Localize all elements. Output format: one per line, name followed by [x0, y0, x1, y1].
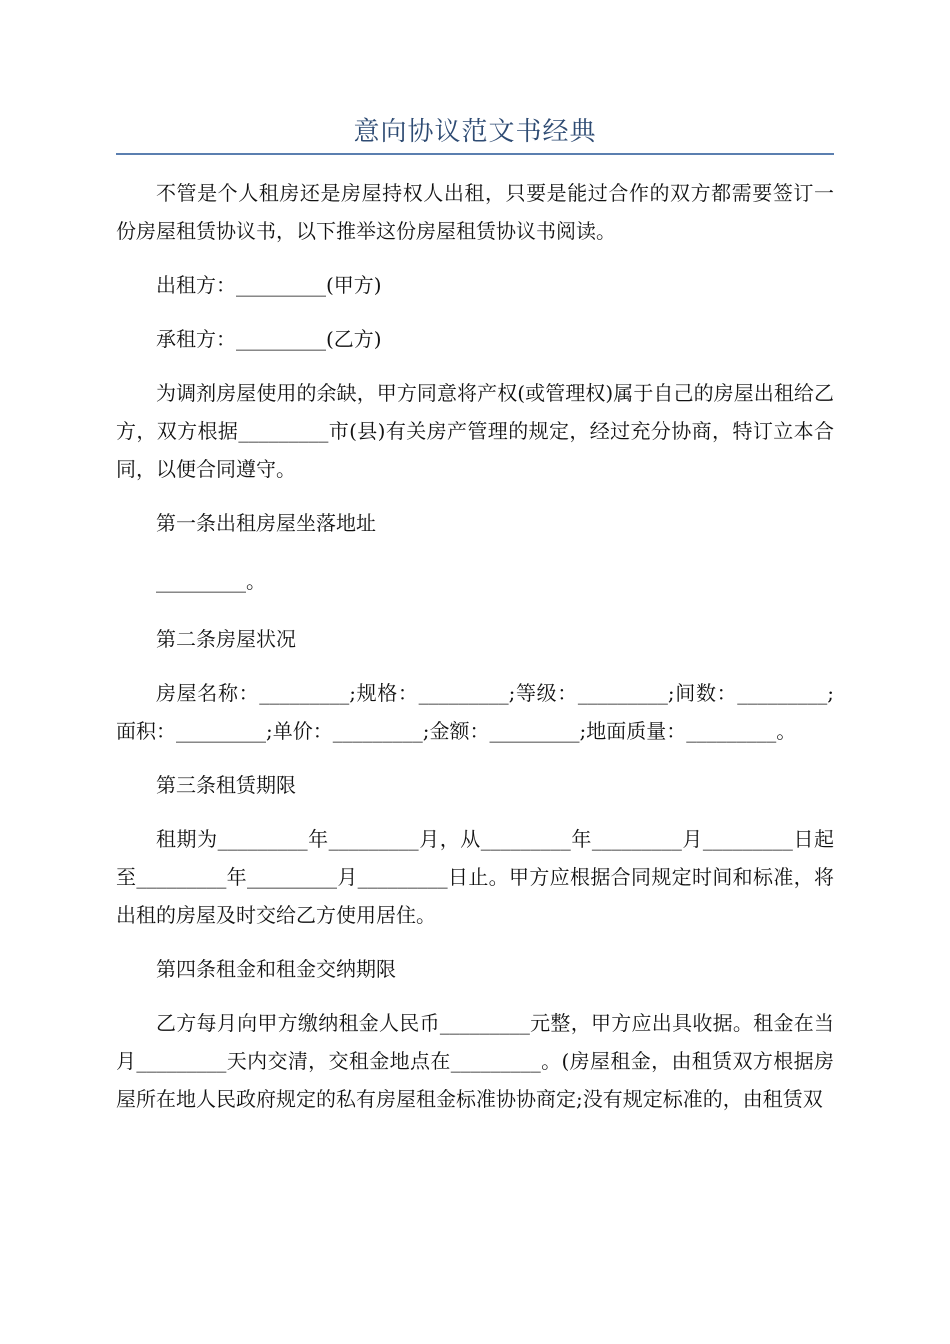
purpose-paragraph: 为调剂房屋使用的余缺，甲方同意将产权(或管理权)属于自己的房屋出租给乙方，双方根据_________市(县)有关房产管理的规定，经过充分协商，特订立本合同，以便合同遵守。 — [116, 381, 834, 481]
title-underline — [116, 153, 834, 155]
lease-term-paragraph: 租期为_________年_________月，从_________年_________月_________日起至_________年_________月_________日止。甲方应根据合同规定时间和标准，将出租的房屋及时交给乙方使用居住。 — [116, 827, 834, 927]
address-blank-line: _________。 — [156, 569, 266, 593]
lessee-line: 承租方：_________(乙方) — [156, 327, 382, 351]
article-2-heading: 第二条房屋状况 — [156, 627, 296, 651]
article-4-heading: 第四条租金和租金交纳期限 — [156, 957, 396, 981]
rent-payment-paragraph: 乙方每月向甲方缴纳租金人民币_________元整，甲方应出具收据。租金在当月_________天内交清，交租金地点在_________。(房屋租金，由租赁双方根据房屋所在地人民政府规定的私有房屋租金标准协协商定;没有规定标准的，由租赁双 — [116, 1011, 834, 1111]
intro-paragraph: 不管是个人租房还是房屋持权人出租，只要是能过合作的双方都需要签订一份房屋租赁协议书，以下推举这份房屋租赁协议书阅读。 — [116, 181, 834, 243]
article-3-heading: 第三条租赁期限 — [156, 773, 296, 797]
house-details-paragraph: 房屋名称：_________;规格：_________;等级：_________;间数：_________;面积：_________;单价：_________;金额：_________;地面质量：_________。 — [116, 681, 834, 743]
article-1-heading: 第一条出租房屋坐落地址 — [156, 511, 376, 535]
document-body — [116, 174, 834, 1118]
document-title: 意向协议范文书经典 — [353, 117, 597, 147]
lessor-line: 出租方：_________(甲方) — [156, 273, 382, 297]
